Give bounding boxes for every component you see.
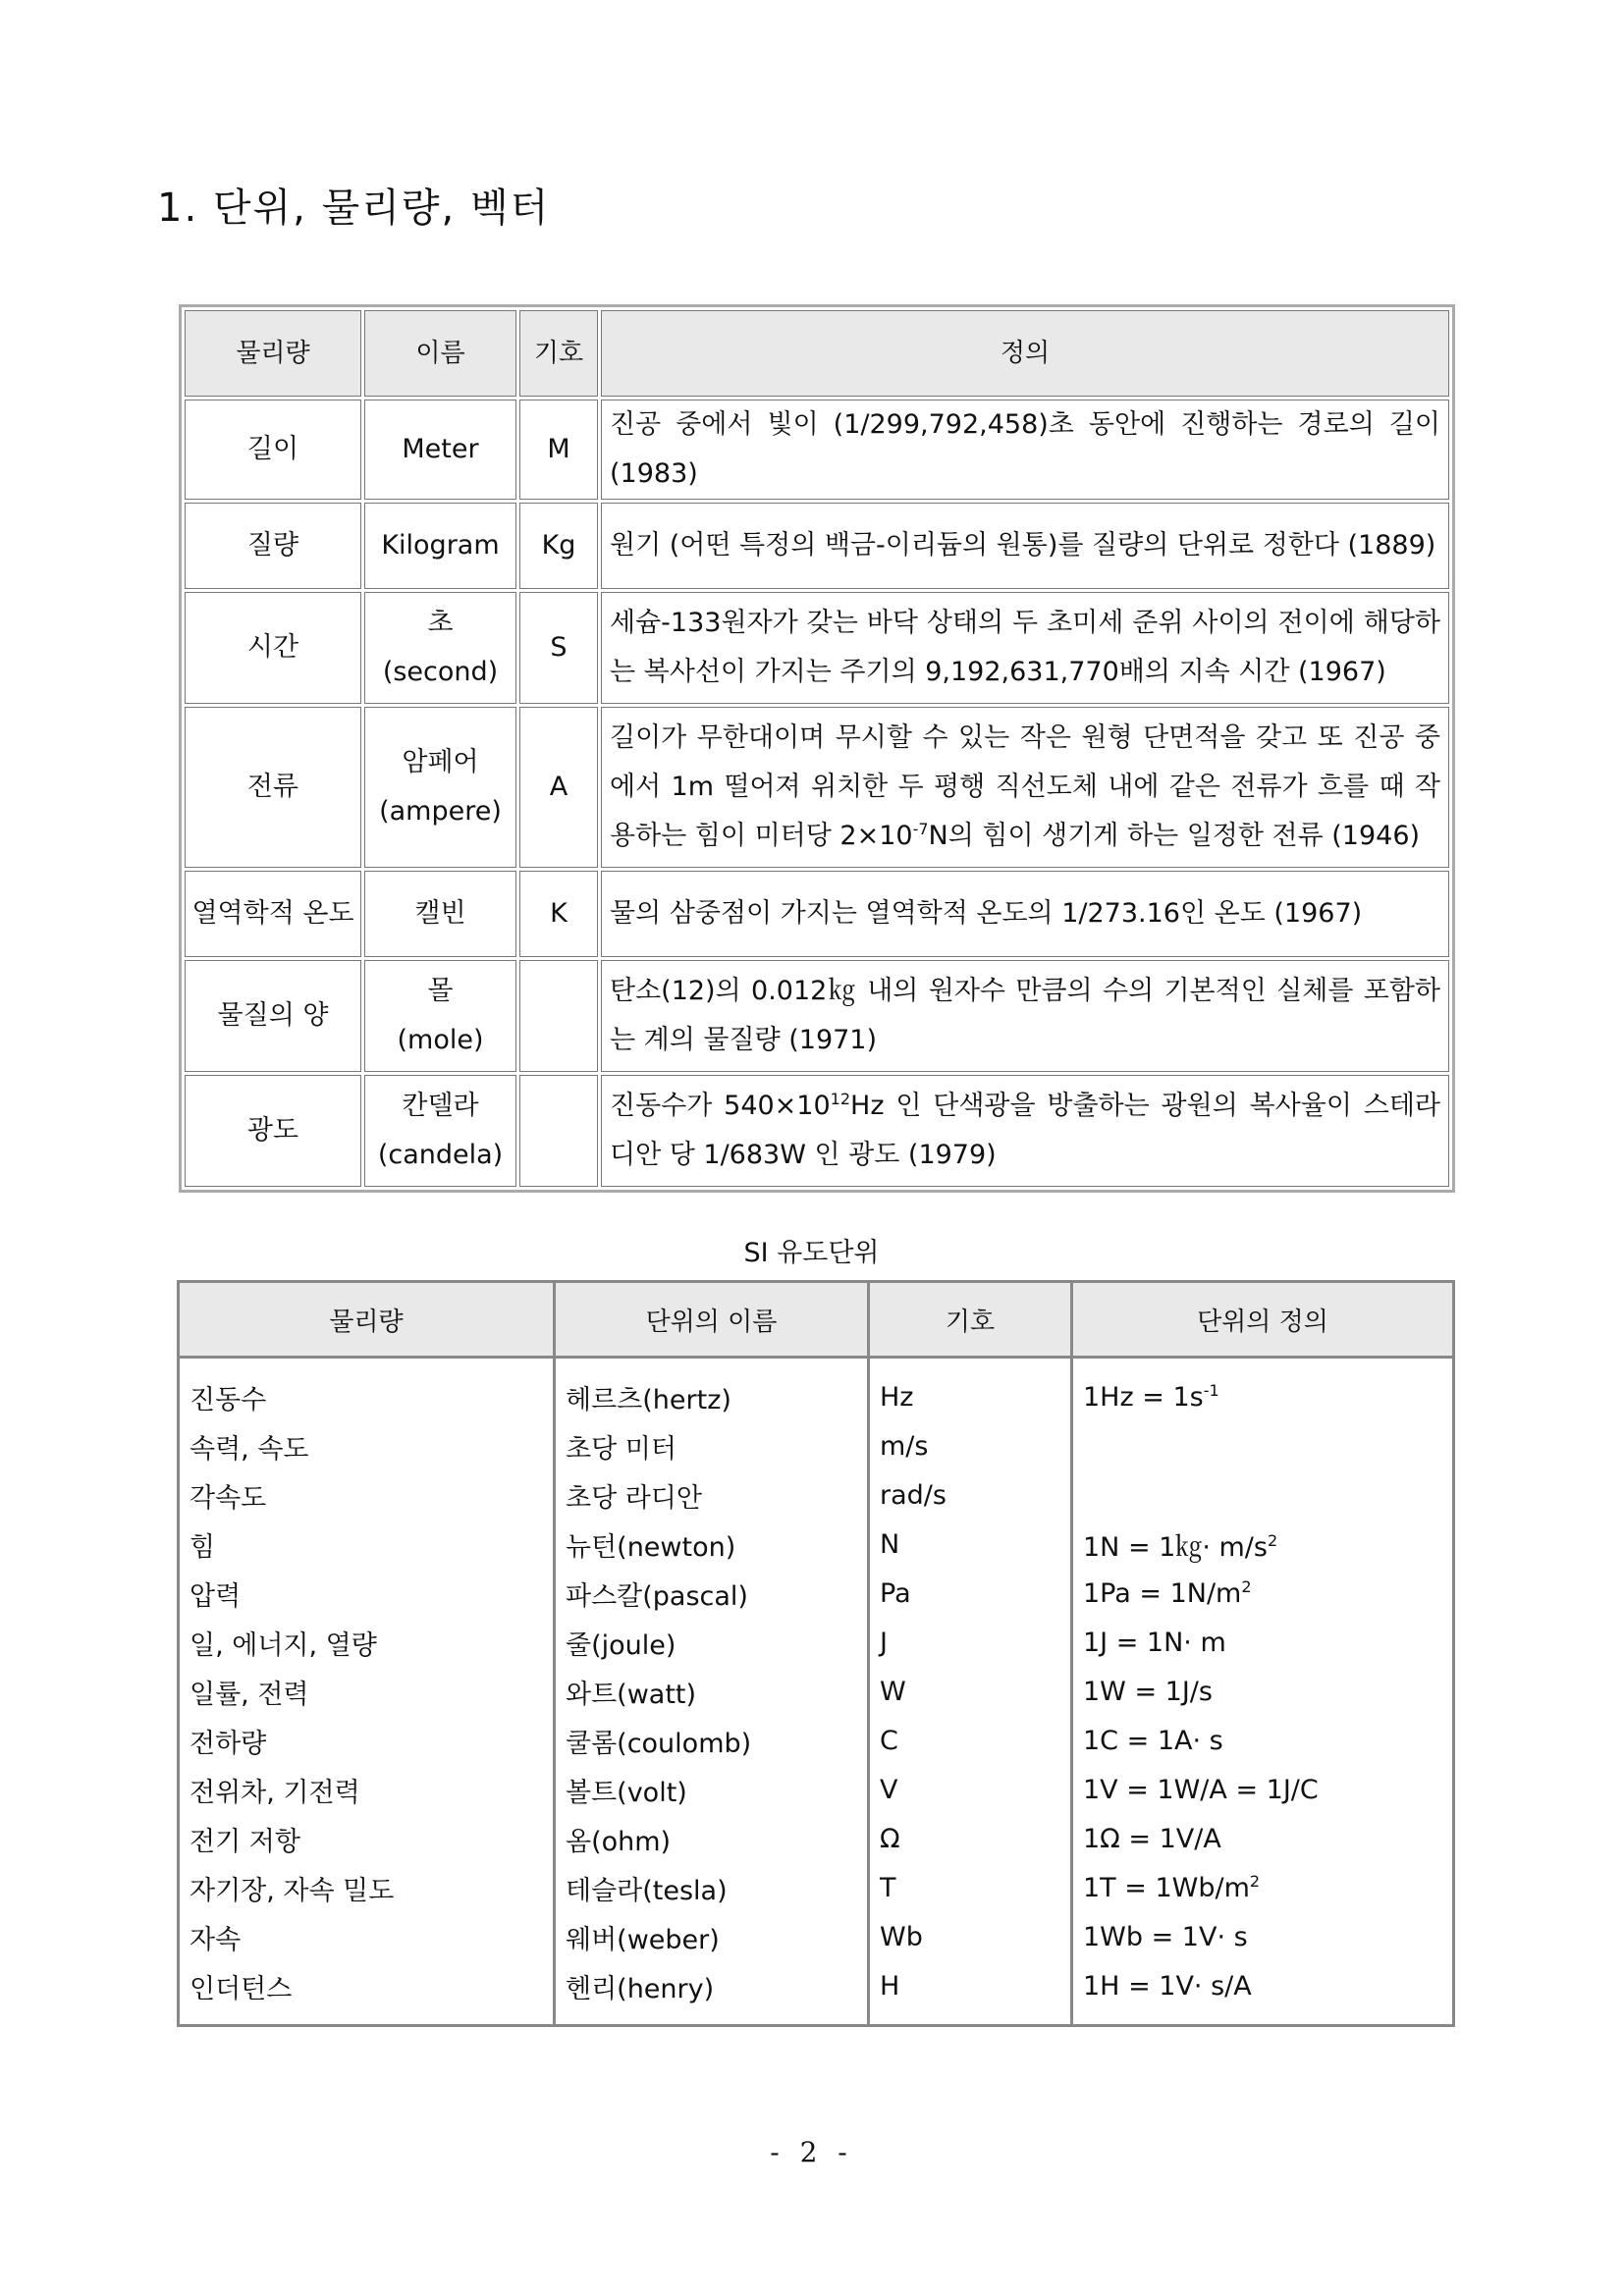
quantity-cell: 속력, 속도 [179, 1421, 555, 1470]
unit-definition-text: 1N = 1㎏· m/s [1083, 1531, 1268, 1563]
unit-definition-text: 1V = 1W/A = 1J/C [1083, 1774, 1319, 1805]
table-row [185, 707, 1449, 868]
unit-definition-cell [1072, 1470, 1454, 1520]
unit-name-cell: 와트(watt) [555, 1667, 869, 1716]
unit-definition-cell [1072, 1912, 1454, 1961]
header-symbol: 기호 [869, 1282, 1072, 1358]
symbol-cell: V [869, 1765, 1072, 1814]
unit-definition-text: 1Wb = 1V· s [1083, 1921, 1248, 1952]
header-unit-definition: 단위의 정의 [1072, 1282, 1454, 1358]
unit-definition-text: 1H = 1V· s/A [1083, 1970, 1252, 2002]
unit-definition-cell [1072, 1961, 1454, 2026]
symbol-cell: Hz [869, 1358, 1072, 1422]
symbol-cell: A [519, 707, 598, 868]
unit-name-cell: 헨리(henry) [555, 1961, 869, 2026]
symbol-cell: K [519, 871, 598, 957]
exponent: -1 [1203, 1380, 1219, 1400]
table-row [179, 1765, 1454, 1814]
unit-definition-text: 1W = 1J/s [1083, 1676, 1213, 1707]
symbol-cell: H [869, 1961, 1072, 2026]
header-quantity: 물리량 [179, 1282, 555, 1358]
symbol-cell: Kg [519, 503, 598, 589]
quantity-cell: 전위차, 기전력 [179, 1765, 555, 1814]
unit-definition-cell [1072, 1765, 1454, 1814]
si-derived-units-table [177, 1280, 1455, 2027]
name-cell: 칸델라 (candela) [364, 1075, 516, 1187]
exponent: 2 [1249, 1871, 1261, 1891]
table-row [179, 1667, 1454, 1716]
table-row [179, 1358, 1454, 1422]
header-unit-name: 단위의 이름 [555, 1282, 869, 1358]
quantity-cell: 진동수 [179, 1358, 555, 1422]
table-row [179, 1961, 1454, 2026]
derived-table-body [179, 1358, 1454, 2026]
symbol-cell: W [869, 1667, 1072, 1716]
quantity-cell: 열역학적 온도 [185, 871, 361, 957]
unit-name-cell: 뉴턴(newton) [555, 1520, 869, 1569]
quantity-cell: 인더턴스 [179, 1961, 555, 2026]
definition-cell: 진공 중에서 빛이 (1/299,792,458)초 동안에 진행하는 경로의 길이 (1983) [601, 400, 1449, 500]
table-row [185, 960, 1449, 1072]
unit-name-cell: 옴(ohm) [555, 1814, 869, 1863]
unit-definition-cell [1072, 1618, 1454, 1667]
symbol-cell: T [869, 1863, 1072, 1912]
unit-name-cell: 볼트(volt) [555, 1765, 869, 1814]
table-row [179, 1569, 1454, 1618]
exponent: -7 [912, 820, 929, 838]
name-cell: Kilogram [364, 503, 516, 589]
unit-definition-cell [1072, 1814, 1454, 1863]
quantity-cell: 전기 저항 [179, 1814, 555, 1863]
quantity-cell: 일률, 전력 [179, 1667, 555, 1716]
table-header-row [179, 1282, 1454, 1358]
header-name: 이름 [364, 310, 516, 397]
definition-text: Hz 인 단색광을 방출하는 광원의 복사율이 스테라디안 당 1/683W 인 광도 (1979) [610, 1091, 1440, 1170]
si-base-units-table [179, 304, 1455, 1193]
table-row [179, 1618, 1454, 1667]
unit-definition-cell [1072, 1520, 1454, 1569]
name-cell: 암페어 (ampere) [364, 707, 516, 868]
symbol-cell: Wb [869, 1912, 1072, 1961]
quantity-cell: 자기장, 자속 밀도 [179, 1863, 555, 1912]
page-title: 1. 단위, 물리량, 벡터 [157, 186, 551, 231]
name-cell: 캘빈 [364, 871, 516, 957]
definition-text: N의 힘이 생기게 하는 일정한 전류 (1946) [928, 821, 1421, 851]
quantity-cell: 전류 [185, 707, 361, 868]
unit-definition-text: 1C = 1A· s [1083, 1725, 1223, 1756]
unit-name-cell: 테슬라(tesla) [555, 1863, 869, 1912]
definition-text: 길이가 무한대이며 무시할 수 있는 작은 원형 단면적을 갖고 또 진공 중에서 1m 떨어져 위치한 두 평행 직선도체 내에 같은 전류가 흐를 때 작용하는 힘이 미터당 2×10 [610, 722, 1440, 851]
name-cell: 몰 (mole) [364, 960, 516, 1072]
unit-definition-text: 1Pa = 1N/m [1083, 1577, 1242, 1609]
quantity-cell: 일, 에너지, 열량 [179, 1618, 555, 1667]
unit-name-cell: 초당 미터 [555, 1421, 869, 1470]
table-header-row [185, 310, 1449, 397]
definition-cell [601, 1075, 1449, 1187]
header-quantity: 물리량 [185, 310, 361, 397]
table-row [185, 400, 1449, 500]
symbol-cell: S [519, 592, 598, 704]
quantity-cell: 물질의 양 [185, 960, 361, 1072]
name-cell: 초 (second) [364, 592, 516, 704]
unit-name-cell: 쿨롬(coulomb) [555, 1716, 869, 1765]
definition-cell: 원기 (어떤 특정의 백금-이리듐의 원통)를 질량의 단위로 정한다 (1889) [601, 503, 1449, 589]
name-cell: Meter [364, 400, 516, 500]
symbol-cell: N [869, 1520, 1072, 1569]
symbol-cell: m/s [869, 1421, 1072, 1470]
header-definition: 정의 [601, 310, 1449, 397]
table-row [179, 1520, 1454, 1569]
table-row [185, 592, 1449, 704]
table-row [185, 503, 1449, 589]
quantity-cell: 광도 [185, 1075, 361, 1187]
symbol-cell [519, 1075, 598, 1187]
unit-definition-text: 1J = 1N· m [1083, 1627, 1226, 1658]
table-row [179, 1912, 1454, 1961]
unit-definition-cell [1072, 1569, 1454, 1618]
definition-cell [601, 707, 1449, 868]
unit-definition-cell [1072, 1358, 1454, 1422]
quantity-cell: 길이 [185, 400, 361, 500]
quantity-cell: 시간 [185, 592, 361, 704]
table-row [185, 871, 1449, 957]
table-row [179, 1863, 1454, 1912]
table-row [179, 1814, 1454, 1863]
exponent: 2 [1267, 1530, 1278, 1550]
exponent: 2 [1241, 1576, 1252, 1596]
unit-name-cell: 헤르츠(hertz) [555, 1358, 869, 1422]
definition-text: 진동수가 540×10 [610, 1091, 831, 1121]
definition-cell: 탄소(12)의 0.012㎏ 내의 원자수 만큼의 수의 기본적인 실체를 포함하는 계의 물질량 (1971) [601, 960, 1449, 1072]
quantity-cell: 질량 [185, 503, 361, 589]
unit-definition-cell [1072, 1667, 1454, 1716]
symbol-cell: Pa [869, 1569, 1072, 1618]
table-row [179, 1470, 1454, 1520]
unit-definition-text: 1T = 1Wb/m [1083, 1872, 1250, 1903]
symbol-cell [519, 960, 598, 1072]
exponent: 12 [830, 1090, 851, 1108]
quantity-cell: 자속 [179, 1912, 555, 1961]
definition-cell: 세슘-133원자가 갖는 바닥 상태의 두 초미세 준위 사이의 전이에 해당하는 복사선이 가지는 주기의 9,192,631,770배의 지속 시간 (1967) [601, 592, 1449, 704]
quantity-cell: 힘 [179, 1520, 555, 1569]
unit-definition-text: 1Ω = 1V/A [1083, 1823, 1221, 1854]
definition-cell: 물의 삼중점이 가지는 열역학적 온도의 1/273.16인 온도 (1967) [601, 871, 1449, 957]
unit-definition-cell [1072, 1716, 1454, 1765]
unit-name-cell: 줄(joule) [555, 1618, 869, 1667]
page-number: - 2 - [770, 2136, 853, 2168]
table-row [179, 1421, 1454, 1470]
table-row [179, 1716, 1454, 1765]
unit-name-cell: 파스칼(pascal) [555, 1569, 869, 1618]
symbol-cell: J [869, 1618, 1072, 1667]
derived-units-caption: SI 유도단위 [743, 1238, 880, 1268]
unit-definition-cell [1072, 1863, 1454, 1912]
unit-name-cell: 웨버(weber) [555, 1912, 869, 1961]
quantity-cell: 전하량 [179, 1716, 555, 1765]
symbol-cell: C [869, 1716, 1072, 1765]
table-row [185, 1075, 1449, 1187]
unit-definition-cell [1072, 1421, 1454, 1470]
quantity-cell: 각속도 [179, 1470, 555, 1520]
unit-definition-text: 1Hz = 1s [1083, 1381, 1204, 1413]
symbol-cell: Ω [869, 1814, 1072, 1863]
unit-name-cell: 초당 라디안 [555, 1470, 869, 1520]
symbol-cell: rad/s [869, 1470, 1072, 1520]
quantity-cell: 압력 [179, 1569, 555, 1618]
symbol-cell: M [519, 400, 598, 500]
header-symbol: 기호 [519, 310, 598, 397]
